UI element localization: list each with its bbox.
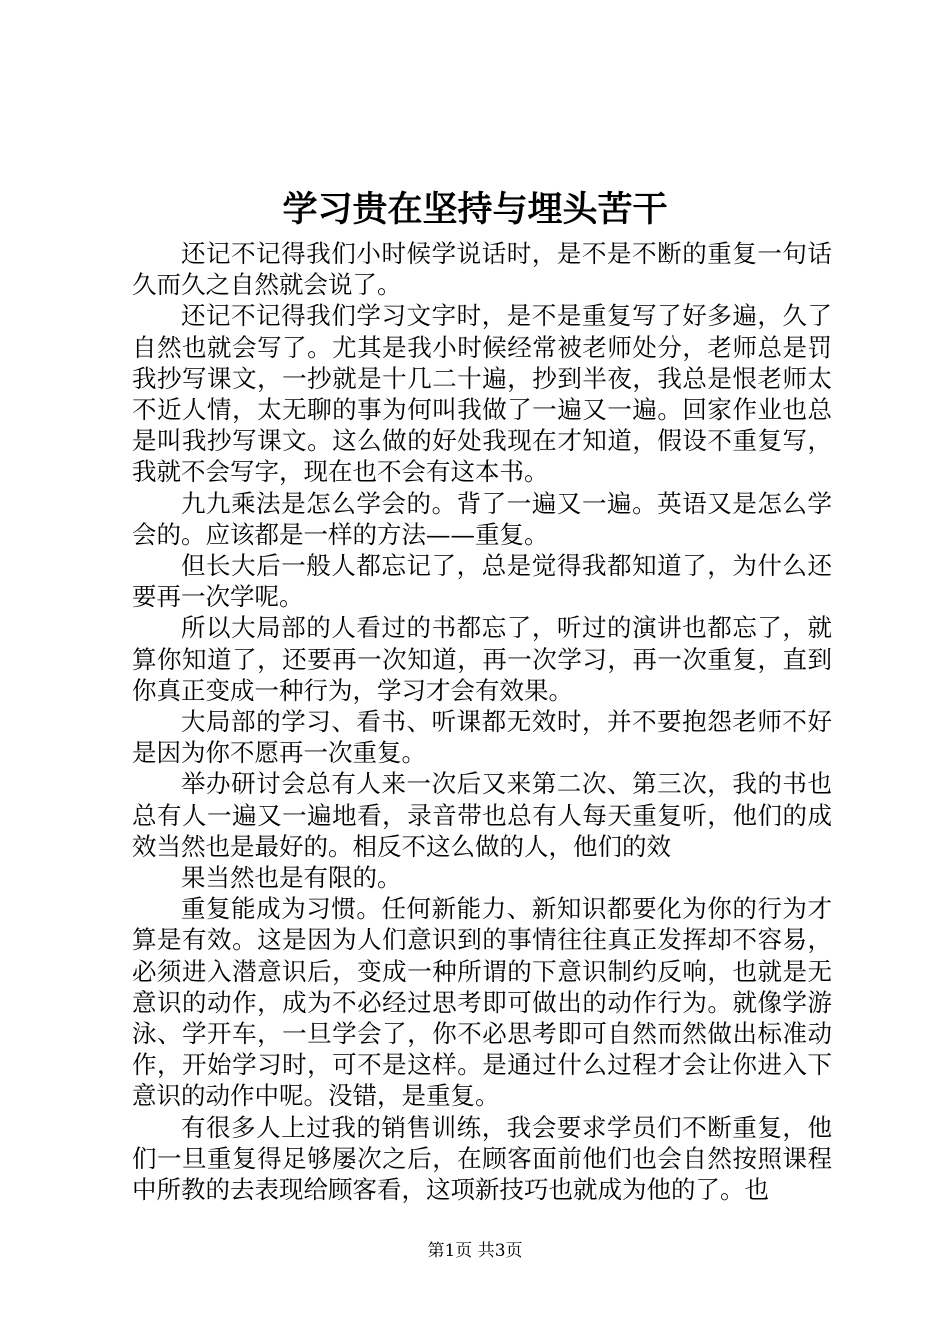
paragraph: 举办研讨会总有人来一次后又来第二次、第三次，我的书也总有人一遍又一遍地看，录音带也总有人每天重复听，他们的成效当然也是最好的。相反不这么做的人，他们的效 <box>132 769 832 861</box>
document-title: 学习贵在坚持与埋头苦干 <box>282 189 668 230</box>
page-footer: 第1页 共3页 <box>427 1241 523 1261</box>
paragraph: 大局部的学习、看书、听课都无效时，并不要抱怨老师不好是因为你不愿再一次重复。 <box>132 707 832 768</box>
paragraph: 重复能成为习惯。任何新能力、新知识都要化为你的行为才算是有效。这是因为人们意识到的事情往往真正发挥却不容易，必须进入潜意识后，变成一种所谓的下意识制约反响，也就是无意识的动作，成为不必经过思考即可做出的动作行为。就像学游泳、学开车，一旦学会了，你不必思考即可自然而然做出标准动作，开始学习时，可不是这样。是通过什么过程才会让你进入下意识的动作中呢。没错，是重复。 <box>132 894 832 1111</box>
paragraph: 九九乘法是怎么学会的。背了一遍又一遍。英语又是怎么学会的。应该都是一样的方法——重复。 <box>132 488 832 549</box>
paragraph: 有很多人上过我的销售训练，我会要求学员们不断重复，他们一旦重复得足够屡次之后，在顾客面前他们也会自然按照课程中所教的去表现给顾客看，这项新技巧也就成为他的了。也 <box>132 1112 832 1205</box>
paragraph: 但长大后一般人都忘记了，总是觉得我都知道了，为什么还要再一次学呢。 <box>132 551 832 612</box>
document-body <box>132 238 832 1205</box>
paragraph: 还记不记得我们小时候学说话时，是不是不断的重复一句话久而久之自然就会说了。 <box>132 239 832 300</box>
paragraph: 果当然也是有限的。 <box>181 863 402 893</box>
paragraph: 还记不记得我们学习文字时，是不是重复写了好多遍，久了自然也就会写了。尤其是我小时候经常被老师处分，老师总是罚我抄写课文，一抄就是十几二十遍，抄到半夜，我总是恨老师太不近人情，太无聊的事为何叫我做了一遍又一遍。回家作业也总是叫我抄写课文。这么做的好处我现在才知道，假设不重复写，我就不会写字，现在也不会有这本书。 <box>132 301 832 487</box>
paragraph: 所以大局部的人看过的书都忘了，听过的演讲也都忘了，就算你知道了，还要再一次知道，再一次学习，再一次重复，直到你真正变成一种行为，学习才会有效果。 <box>132 613 832 705</box>
